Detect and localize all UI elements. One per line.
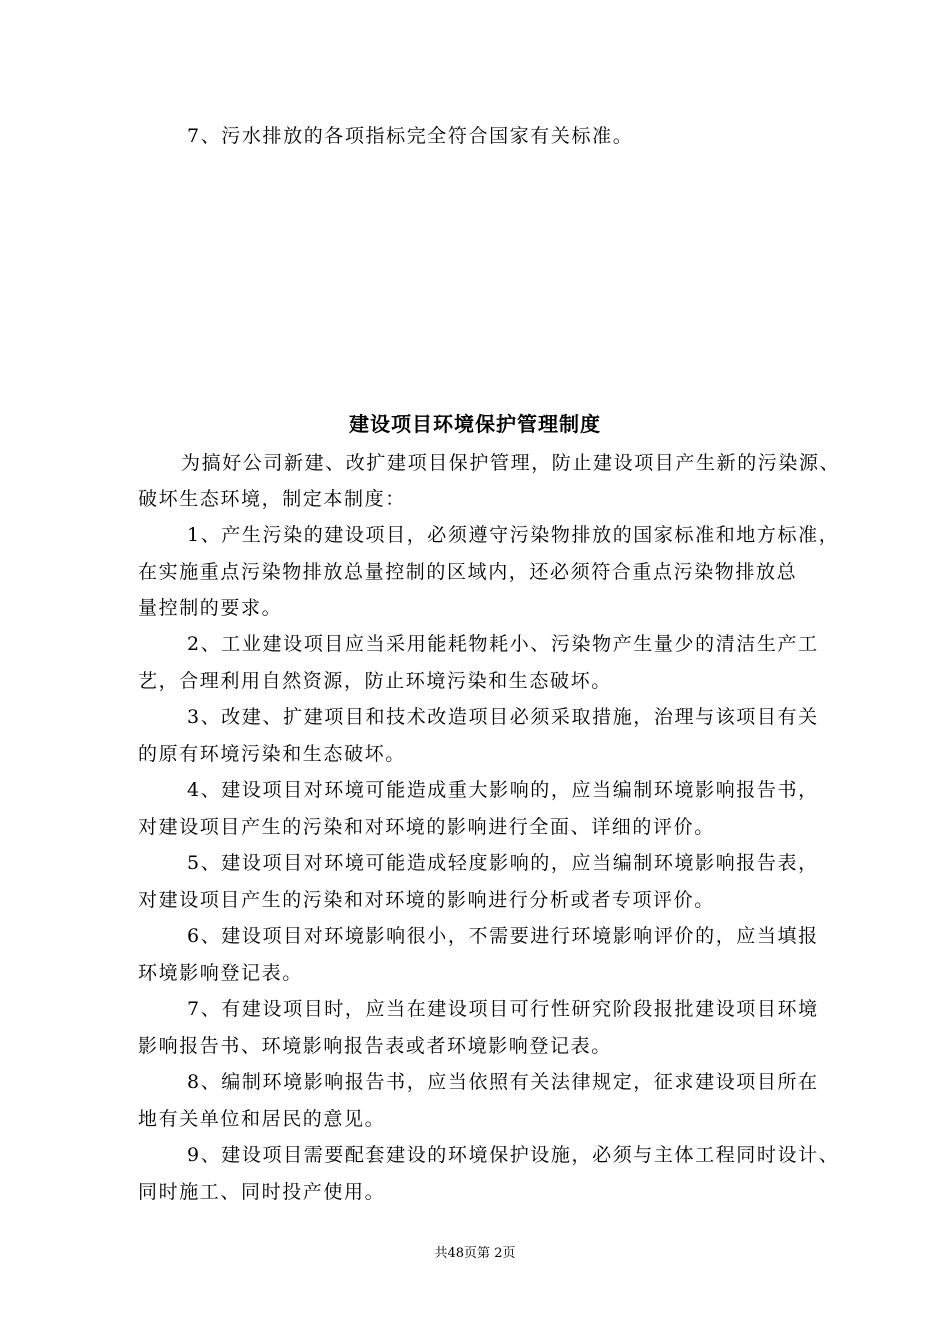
item-9-line: 9、建设项目需要配套建设的环境保护设施，必须与主体工程同时设计、 (187, 1144, 840, 1166)
item-4-line: 4、建设项目对环境可能造成重大影响的，应当编制环境影响报告书， (187, 779, 819, 801)
item-1-line: 1、产生污染的建设项目，必须遵守污染物排放的国家标准和地方标准， (187, 524, 840, 546)
section-title: 建设项目环境保护管理制度 (349, 412, 601, 436)
item-3-line: 3、改建、扩建项目和技术改造项目必须采取措施，治理与该项目有关 (187, 706, 819, 728)
top-list-item: 7、污水排放的各项指标完全符合国家有关标准。 (187, 125, 634, 147)
item-5-line: 对建设项目产生的污染和对环境的影响进行分析或者专项评价。 (138, 889, 715, 911)
item-6-line: 环境影响登记表。 (138, 962, 303, 984)
item-6-line: 6、建设项目对环境影响很小，不需要进行环境影响评价的，应当填报 (187, 925, 819, 947)
item-8-line: 8、编制环境影响报告书，应当依照有关法律规定，征求建设项目所在 (187, 1071, 819, 1093)
item-9-line: 同时施工、同时投产使用。 (138, 1181, 386, 1203)
item-5-line: 5、建设项目对环境可能造成轻度影响的，应当编制环境影响报告表， (187, 852, 819, 874)
page-number-footer: 共48页第 2页 (434, 1246, 516, 1261)
item-1-line: 量控制的要求。 (138, 597, 283, 619)
item-4-line: 对建设项目产生的污染和对环境的影响进行全面、详细的评价。 (138, 816, 715, 838)
item-8-line: 地有关单位和居民的意见。 (138, 1108, 386, 1130)
item-1-line: 在实施重点污染物排放总量控制的区域内，还必须符合重点污染物排放总 (138, 561, 798, 583)
item-7-line: 影响报告书、环境影响报告表或者环境影响登记表。 (138, 1035, 612, 1057)
item-7-line: 7、有建设项目时，应当在建设项目可行性研究阶段报批建设项目环境 (187, 998, 819, 1020)
intro-line: 为搞好公司新建、改扩建项目保护管理，防止建设项目产生新的污染源、 (181, 452, 841, 474)
item-3-line: 的原有环境污染和生态破坏。 (138, 743, 406, 765)
intro-line: 破坏生态环境，制定本制度： (138, 488, 406, 510)
item-2-line: 2、工业建设项目应当采用能耗物耗小、污染物产生量少的清洁生产工 (187, 633, 819, 655)
item-2-line: 艺，合理利用自然资源，防止环境污染和生态破坏。 (138, 670, 612, 692)
